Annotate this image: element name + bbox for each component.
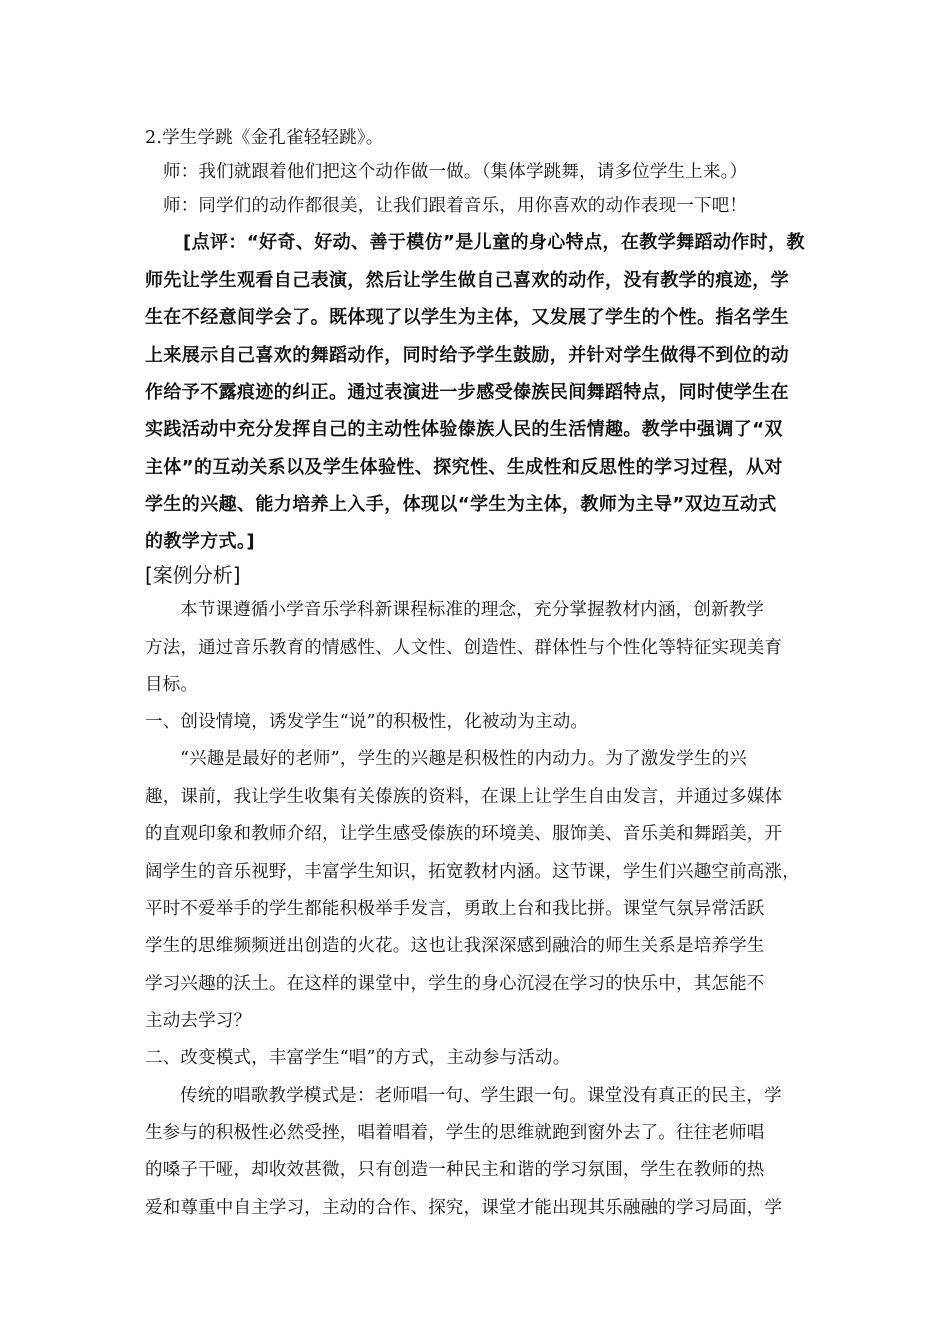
paragraph-1-line-3: 的直观印象和教师介绍，让学生感受傣族的环境美、服饰美、音乐美和舞蹈美，开	[145, 824, 783, 844]
paragraph-2-line-4: 爱和尊重中自主学习，主动的合作、探究，课堂才能出现其乐融融的学习局面，学	[145, 1198, 783, 1218]
paragraph-2-line-1: 传统的唱歌教学模式是：老师唱一句、学生跟一句。课堂没有真正的民主，学	[180, 1086, 782, 1106]
subheading-2: 二、改变模式，丰富学生“唱”的方式，主动参与活动。	[145, 1048, 571, 1068]
teacher-line-1: 师：我们就跟着他们把这个动作做一做。（集体学跳舞，请多位学生上来。）	[163, 162, 748, 182]
subheading-1: 一、创设情境，诱发学生“说”的积极性，化被动为主动。	[145, 712, 589, 732]
analysis-line-3: 目标。	[145, 675, 199, 695]
paragraph-2-line-3: 的嗓子干哑，却收效甚微，只有创造一种民主和谐的学习氛围，学生在教师的热	[145, 1160, 765, 1180]
comment-line-7: 主体”的互动关系以及学生体验性、探究性、生成性和反思性的学习过程，从对	[145, 457, 783, 478]
comment-line-3: 生在不经意间学会了。既体现了以学生为主体，又发展了学生的个性。指名学生	[145, 307, 789, 328]
comment-line-6: 实践活动中充分发挥自己的主动性体验傣族人民的生活情趣。教学中强调了“双	[145, 419, 783, 440]
analysis-line-1: 本节课遵循小学音乐学科新课程标准的理念，充分掌握教材内涵，创新教学	[180, 600, 765, 620]
step-2-line: 2.学生学跳《金孔雀轻轻跳》。	[145, 128, 384, 148]
comment-line-1: [点评：“好奇、好动、善于模仿”是儿童的身心特点，在教学舞蹈动作时，教	[183, 232, 805, 253]
paragraph-1-line-1: “兴趣是最好的老师”，学生的兴趣是积极性的内动力。为了激发学生的兴	[180, 749, 747, 769]
paragraph-1-line-6: 学生的思维频频迸出创造的火花。这也让我深深感到融洽的师生关系是培养学生	[145, 936, 765, 956]
comment-line-9: 的教学方式。]	[145, 531, 256, 552]
paragraph-1-line-8: 主动去学习？	[145, 1011, 252, 1031]
comment-line-5: 作给予不露痕迹的纠正。通过表演进一步感受傣族民间舞蹈特点，同时使学生在	[145, 382, 789, 403]
section-title: [案例分析]	[145, 563, 241, 587]
comment-line-4: 上来展示自己喜欢的舞蹈动作，同时给予学生鼓励，并针对学生做得不到位的动	[145, 345, 789, 366]
paragraph-2-line-2: 生参与的积极性必然受挫，唱着唱着，学生的思维就跑到窗外去了。往往老师唱	[145, 1123, 765, 1143]
paragraph-1-line-5: 平时不爱举手的学生都能积极举手发言，勇敢上台和我比拼。课堂气氛异常活跃	[145, 899, 765, 919]
paragraph-1-line-4: 阔学生的音乐视野，丰富学生知识，拓宽教材内涵。这节课，学生们兴趣空前高涨，	[145, 862, 800, 882]
comment-line-2: 师先让学生观看自己表演，然后让学生做自己喜欢的动作，没有教学的痕迹，学	[145, 270, 789, 291]
analysis-line-2: 方法，通过音乐教育的情感性、人文性、创造性、群体性与个性化等特征实现美育	[145, 638, 783, 658]
comment-line-8: 学生的兴趣、能力培养上入手，体现以“学生为主体，教师为主导”双边互动式	[145, 494, 777, 515]
paragraph-1-line-7: 学习兴趣的沃土。在这样的课堂中，学生的身心沉浸在学习的快乐中，其怎能不	[145, 974, 765, 994]
paragraph-1-line-2: 趣，课前，我让学生收集有关傣族的资料，在课上让学生自由发言，并通过多媒体	[145, 787, 783, 807]
teacher-line-2: 师：同学们的动作都很美，让我们跟着音乐，用你喜欢的动作表现一下吧！	[163, 196, 748, 216]
